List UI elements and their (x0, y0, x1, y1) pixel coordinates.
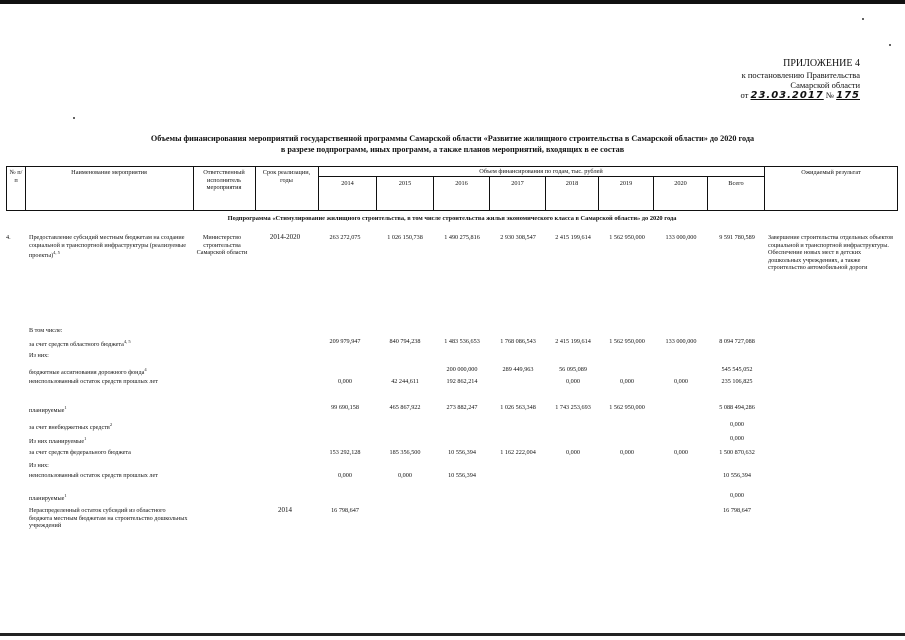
row-total-value: 5 088 494,286 (719, 404, 755, 411)
table-header (6, 166, 898, 211)
row-label-text: бюджетные ассигнования дорожного фонда (29, 369, 145, 377)
header-year: 2019 (619, 180, 633, 187)
activity-expected-result: Завершение строительства отдельных объектов социальной и транспортной инфраструктуры. Обеспечение новых мест в детских дошкольных учреждениях, а также строительство автомобильной дороги (768, 234, 894, 272)
row-year-value: 273 882,247 (446, 404, 478, 411)
scan-speck (73, 117, 75, 119)
header-no: № п/п (9, 169, 23, 184)
row-label-text: планируемые (29, 407, 65, 415)
scan-speck (889, 44, 891, 46)
row-label-text: за счет средств областного бюджета (29, 341, 124, 349)
row-total-value: 0,000 (730, 492, 744, 499)
row-footnote: 1 (84, 436, 87, 441)
activity-total-value: 9 591 780,589 (719, 234, 755, 241)
row-label-text: планируемые (29, 495, 65, 503)
annex-line-decree: к постановлению Правительства (741, 70, 860, 80)
annex-no-label: № (825, 90, 834, 100)
row-year-value: 10 556,394 (448, 449, 476, 456)
row-footnote: 1 (64, 405, 67, 410)
row-label-text: за счет средств федерального бюджета (29, 449, 131, 456)
row-label (29, 378, 189, 386)
row-label (29, 338, 189, 349)
annex-date-line (700, 90, 860, 101)
row-label (29, 472, 189, 480)
bottom-scan-edge (0, 633, 905, 636)
row-year-value: 1 483 536,653 (444, 338, 480, 345)
activity-name-text: Предоставление субсидий местным бюджетам на создание социальной и транспортной инфраструктуры (реализуемые проекты) (29, 234, 186, 260)
row-year-value: 0,000 (566, 378, 580, 385)
row-label-text: Из них планируемые (29, 438, 85, 446)
row-footnote: 2 (109, 422, 113, 427)
row-label-text: Из них: (29, 462, 49, 469)
header-year: 2017 (511, 180, 524, 187)
row-year-value: 99 690,158 (331, 404, 359, 411)
row-label-text: Нераспределенный остаток субсидий из областного бюджета местным бюджетам на строительство дошкольных учреждений (29, 507, 188, 530)
row-year-value: 465 867,922 (389, 404, 421, 411)
subprogram-heading: Подпрограмма «Стимулирование жилищного строительства, в том числе строительства жилья экономического класса в Самарской области» до 2020 года (227, 215, 677, 222)
header-name: Наименование мероприятия (71, 169, 147, 176)
row-total-value: 10 556,394 (723, 472, 751, 479)
row-label-text: В том числе: (29, 327, 63, 334)
row-year-value: 289 449,963 (502, 366, 534, 373)
row-year-value: 192 862,214 (446, 378, 478, 385)
activity-name-footnote: 4, 5 (53, 250, 60, 256)
header-total: Всего (728, 180, 744, 187)
activity-year-value: 2 415 199,614 (555, 234, 591, 241)
row-label (29, 404, 189, 415)
annex-line-region: Самарской области (790, 80, 860, 90)
row-label (29, 352, 189, 360)
scan-speck (862, 18, 864, 20)
activity-term: 2014-2020 (269, 233, 301, 241)
row-term: 2014 (278, 506, 292, 514)
annex-prefix: от (740, 90, 749, 100)
row-total-value: 0,000 (730, 435, 744, 442)
row-year-value: 0,000 (338, 472, 352, 479)
row-year-value: 185 356,500 (389, 449, 421, 456)
row-total-value: 545 545,052 (721, 366, 753, 373)
row-label (29, 421, 189, 432)
header-volume: Объем финансирования по годам, тыс. рублей (479, 168, 603, 175)
header-term: Срок реализации, годы (262, 169, 311, 184)
title-line-2: в разрезе подпрограмм, иных программ, а также планов мероприятий, входящих в ее состав (280, 144, 625, 154)
row-year-value: 840 794,238 (389, 338, 421, 345)
row-year-value: 209 979,947 (329, 338, 361, 345)
header-year: 2015 (398, 180, 412, 187)
row-year-value: 1 562 950,000 (609, 338, 645, 345)
row-total-value: 1 500 870,632 (719, 449, 755, 456)
row-year-value: 1 743 253,693 (555, 404, 591, 411)
activity-year-value: 263 272,075 (329, 234, 361, 241)
activity-year-value: 1 026 150,738 (387, 234, 423, 241)
row-label (29, 492, 189, 503)
row-year-value: 0,000 (566, 449, 580, 456)
header-result: Ожидаемый результат (801, 169, 861, 176)
top-scan-edge (0, 0, 905, 4)
row-year-value: 0,000 (674, 378, 688, 385)
row-footnote: 1 (64, 493, 67, 498)
annex-number: 175 (836, 90, 860, 101)
row-label (29, 327, 189, 335)
activity-executor: Министерство строительства Самарской области (196, 234, 248, 257)
document-title (60, 134, 845, 155)
row-label-text: неиспользованный остаток средств прошлых лет (29, 378, 158, 385)
row-year-value: 1 562 950,000 (609, 404, 645, 411)
row-label-text: за счет внебюджетных средств (29, 424, 110, 432)
annex-block (700, 58, 860, 101)
row-year-value: 1 162 222,004 (500, 449, 536, 456)
row-total-value: 235 106,825 (721, 378, 753, 385)
row-label-text: Из них: (29, 352, 49, 359)
activity-number: 4. (6, 234, 11, 241)
row-year-value: 153 292,128 (329, 449, 361, 456)
row-label (29, 462, 189, 470)
row-year-value: 0,000 (338, 378, 352, 385)
row-year-value: 1 026 563,348 (500, 404, 536, 411)
row-year-value: 133 000,000 (665, 338, 697, 345)
row-year-value: 10 556,394 (448, 472, 476, 479)
activity-year-value: 1 562 950,000 (609, 234, 645, 241)
row-year-value: 200 000,000 (446, 366, 478, 373)
activity-name (29, 234, 187, 260)
row-total-value: 0,000 (730, 421, 744, 428)
row-year-value: 2 415 199,614 (555, 338, 591, 345)
row-footnote: 4 (144, 367, 147, 372)
header-year: 2018 (565, 180, 579, 187)
row-year-value: 16 798,647 (331, 507, 359, 514)
row-year-value: 42 244,611 (391, 378, 419, 385)
row-year-value: 0,000 (620, 378, 634, 385)
row-label-text: неиспользованный остаток средств прошлых лет (29, 472, 158, 479)
row-label (29, 435, 189, 446)
activity-year-value: 2 930 308,547 (500, 234, 536, 241)
activity-year-value: 1 490 275,816 (444, 234, 480, 241)
row-total-value: 8 094 727,088 (719, 338, 755, 345)
title-line-1: Объемы финансирования мероприятий государственной программы Самарской области «Развитие жилищного строительства в Самарской области» до 2020 года (150, 134, 755, 143)
row-year-value: 1 768 086,543 (500, 338, 536, 345)
row-label (29, 366, 189, 377)
row-label (29, 449, 189, 457)
row-divider (318, 176, 764, 177)
row-year-value: 56 095,089 (559, 366, 587, 373)
row-footnote: 4, 5 (123, 339, 131, 344)
row-year-value: 0,000 (398, 472, 412, 479)
header-year: 2016 (455, 180, 468, 187)
activity-year-value: 133 000,000 (665, 234, 697, 241)
annex-title: ПРИЛОЖЕНИЕ 4 (783, 58, 860, 69)
row-year-value: 0,000 (674, 449, 688, 456)
header-year: 2014 (341, 180, 354, 187)
row-year-value: 0,000 (620, 449, 634, 456)
row-label (29, 507, 189, 530)
annex-date: 23.03.2017 (750, 90, 824, 101)
row-total-value: 16 798,647 (723, 507, 751, 514)
header-year: 2020 (674, 180, 687, 187)
header-executor: Ответственный исполнитель мероприятия (203, 169, 245, 191)
